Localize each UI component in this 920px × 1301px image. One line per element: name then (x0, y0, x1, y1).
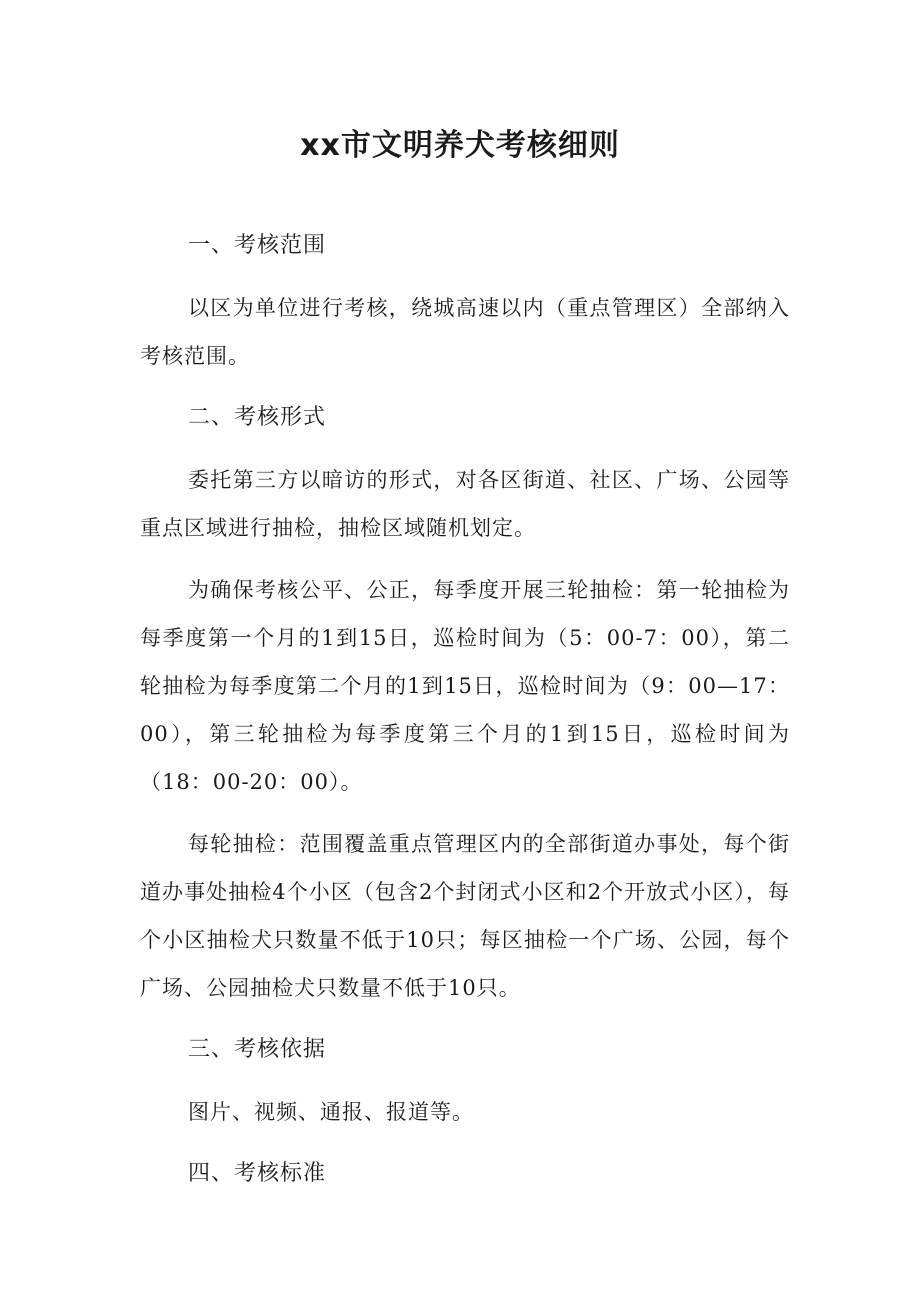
section-paragraph: 委托第三方以暗访的形式，对各区街道、社区、广场、公园等重点区域进行抽检，抽检区域随机划定。 (140, 468, 790, 540)
section-basis (140, 1026, 790, 1136)
section-heading: 二、考核形式 (188, 405, 327, 430)
section-heading: 一、考核范围 (188, 233, 327, 258)
document-body (140, 222, 790, 1212)
section-paragraph: 图片、视频、通报、报道等。 (188, 1100, 474, 1124)
section-heading: 三、考核依据 (188, 1037, 327, 1062)
section-scope (140, 222, 790, 380)
section-form (140, 394, 790, 1012)
section-heading: 四、考核标准 (188, 1161, 327, 1186)
section-standard (140, 1150, 790, 1198)
document-title: xx市文明养犬考核细则 (300, 128, 620, 163)
section-paragraph: 以区为单位进行考核，绕城高速以内（重点管理区）全部纳入考核范围。 (140, 296, 790, 368)
section-paragraph: 每轮抽检：范围覆盖重点管理区内的全部街道办事处，每个街道办事处抽检4个小区（包含2个封闭式小区和2个开放式小区），每个小区抽检犬只数量不低于10只；每区抽检一个广场、公园，每个广场、公园抽检犬只数量不低于10只。 (140, 832, 790, 1000)
section-paragraph: 为确保考核公平、公正，每季度开展三轮抽检：第一轮抽检为每季度第一个月的1到15日，巡检时间为（5：00-7：00），第二轮抽检为每季度第二个月的1到15日，巡检时间为（9：00—17：00），第三轮抽检为每季度第三个月的1到15日，巡检时间为（18：00-20：00）。 (140, 578, 790, 794)
